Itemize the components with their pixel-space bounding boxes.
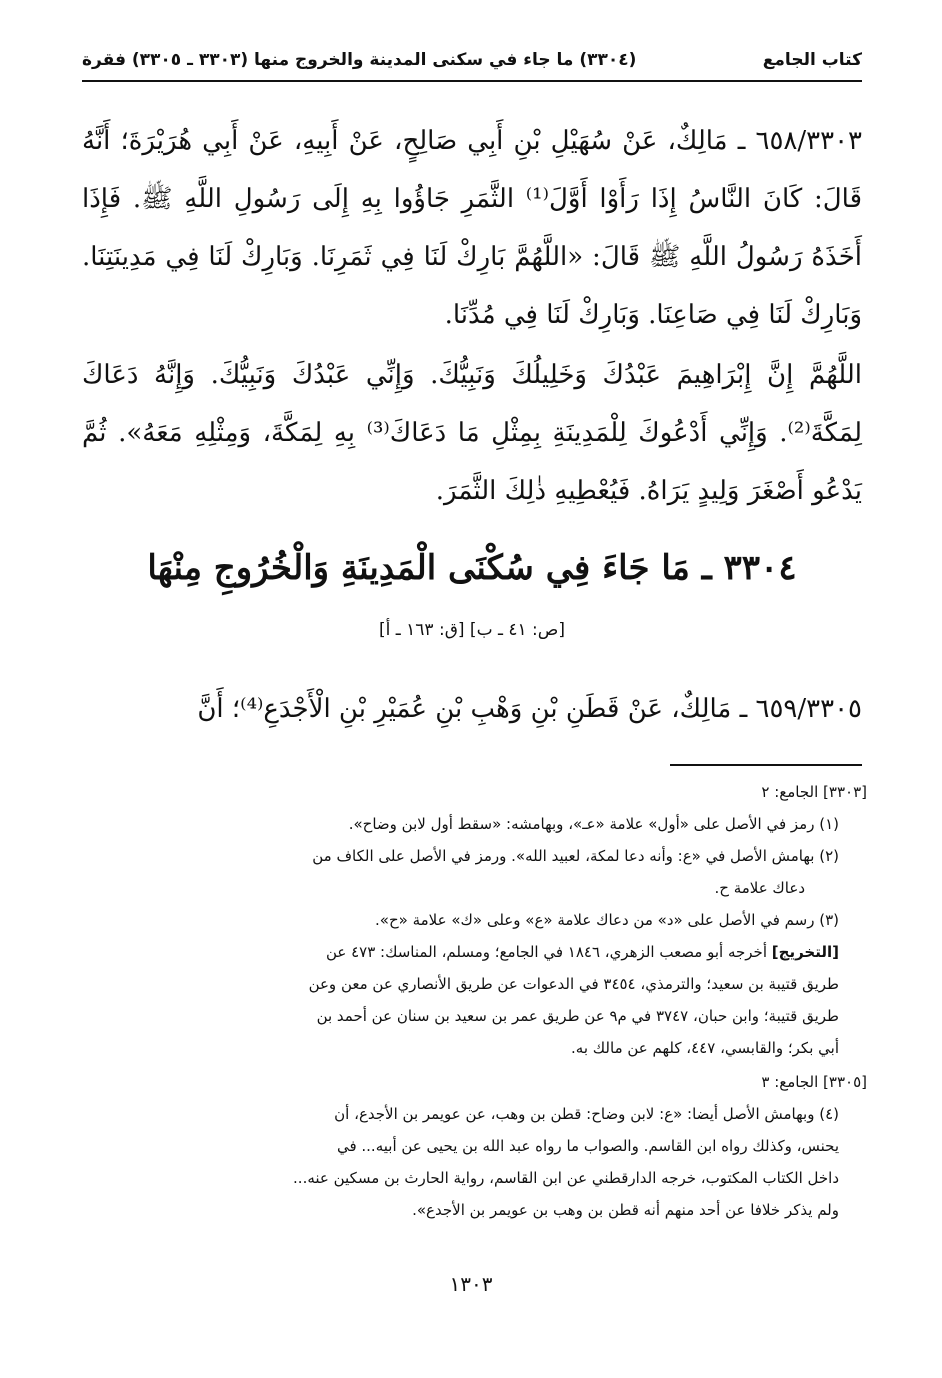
footnote-4: (٤) وبهامش الأصل أيضا: «ع: لابن وضاح: قطن بن وهب، عن عويمر بن الأجدع، أن — [334, 1105, 839, 1123]
header-chapter-title: (٣٣٠٤) ما جاء في سكنى المدينة والخروج منها (٣٣٠٣ ـ ٣٣٠٥) فقرة — [82, 50, 637, 70]
takhrij-label: [التخريج] — [771, 943, 839, 961]
takhrij-line-3: طريق قتيبة؛ وابن حبان، ٣٧٤٧ في م٩ عن طريق عمر بن سعيد بن سنان عن أحمد بن — [316, 1007, 839, 1025]
takhrij-line-1 — [82, 936, 867, 968]
footnote-ref-3305: [٣٣٠٥] الجامع: ٣ — [761, 1073, 867, 1091]
page-number: ١٣٠٣ — [449, 1272, 493, 1296]
footnote-divider — [670, 764, 862, 766]
manuscript-reference: [ص: ٤١ ـ ب] [ق: ١٦٣ ـ أ] — [379, 620, 565, 640]
footnote-4-cont-1: يحنس، وكذلك رواه ابن القاسم. والصواب ما رواه عبد الله بن يحيى عن أبيه... في — [336, 1137, 839, 1155]
takhrij-line-4: أبي بكر؛ والقابسي، ٤٤٧، كلهم عن مالك به. — [571, 1039, 839, 1057]
footnote-ref-3303: [٣٣٠٣] الجامع: ٢ — [761, 783, 867, 801]
footnote-3: (٣) رسم في الأصل على «د» من دعاك علامة «ع» وعلى «ك» علامة «ح». — [375, 911, 839, 929]
footnote-1: (١) رمز في الأصل على «أول» علامة «عـ»، وبهامشه: «سقط أول لابن وضاح». — [348, 815, 839, 833]
hadith-3303-continuation: اللَّهُمَّ إِنَّ إِبْرَاهِيمَ عَبْدُكَ وَخَلِيلُكَ وَنَبِيُّكَ. وَإِنِّي عَبْدُكَ وَنَبِيُّكَ. وَإِنَّهُ دَعَاكَ لِمَكَّةَ⁽²⁾. وَإِنِّي أَدْعُوكَ لِلْمَدِينَةِ بِمِثْلِ مَا دَعَاكَ⁽³⁾ بِهِ لِمَكَّةَ، وَمِثْلِهِ مَعَهُ». ثُمَّ يَدْعُو أَصْغَرَ وَلِيدٍ يَرَاهُ. فَيُعْطِيهِ ذٰلِكَ الثَّمَرَ. — [82, 360, 862, 506]
hadith-3303-text: ٦٥٨/٣٣٠٣ ـ مَالِكٌ، عَنْ سُهَيْلِ بْنِ أَبِي صَالِحٍ، عَنْ أَبِيهِ، عَنْ أَبِي هُرَيْرَةَ؛ أَنَّهُ قَالَ: كَانَ النَّاسُ إِذَا رَأَوْا أَوَّلَ⁽¹⁾ الثَّمَرِ جَاؤُوا بِهِ إِلَى رَسُولِ اللَّهِ ﷺ. فَإِذَا أَخَذَهُ رَسُولُ اللَّهِ ﷺ قَالَ: «اللَّهُمَّ بَارِكْ لَنَا فِي ثَمَرِنَا. وَبَارِكْ لَنَا فِي مَدِينَتِنَا. وَبَارِكْ لَنَا فِي صَاعِنَا. وَبَارِكْ لَنَا فِي مُدِّنَا. — [82, 126, 862, 330]
footnote-4-cont-2: داخل الكتاب المكتوب، خرجه الدارقطني عن ابن القاسم، رواية الحارث بن مسكين عنه... — [293, 1169, 839, 1187]
hadith-3305-text: ٦٥٩/٣٣٠٥ ـ مَالِكٌ، عَنْ قَطَنِ بْنِ وَهْبِ بْنِ عُمَيْرِ بْنِ الْأَجْدَعِ⁽⁴⁾؛ أَنَّ — [197, 694, 862, 724]
chapter-heading: ٣٣٠٤ ـ مَا جَاءَ فِي سُكْنَى الْمَدِينَةِ وَالْخُرُوجِ مِنْهَا — [147, 548, 797, 588]
header-book-title: كتاب الجامع — [762, 50, 862, 70]
takhrij-line-2: طريق قتيبة بن سعيد؛ والترمذي، ٣٤٥٤ في الدعوات عن طريق الأنصاري عن معن وعن — [308, 975, 839, 993]
footnotes — [82, 776, 867, 1226]
footnote-4-cont-3: ولم يذكر خلافا عن أحد منهم أنه قطن بن وهب بن عويمر بن الأجدع». — [412, 1201, 839, 1219]
takhrij-text-1: أخرجه أبو مصعب الزهري، ١٨٤٦ في الجامع؛ ومسلم، المناسك: ٤٧٣ عن — [325, 943, 768, 961]
running-header — [82, 40, 862, 82]
footnote-2-cont: دعاك علامة ح. — [714, 879, 805, 897]
footnote-2: (٢) بهامش الأصل في «ع: وأنه دعا لمكة، لعبيد الله». ورمز في الأصل على الكاف من — [312, 847, 839, 865]
